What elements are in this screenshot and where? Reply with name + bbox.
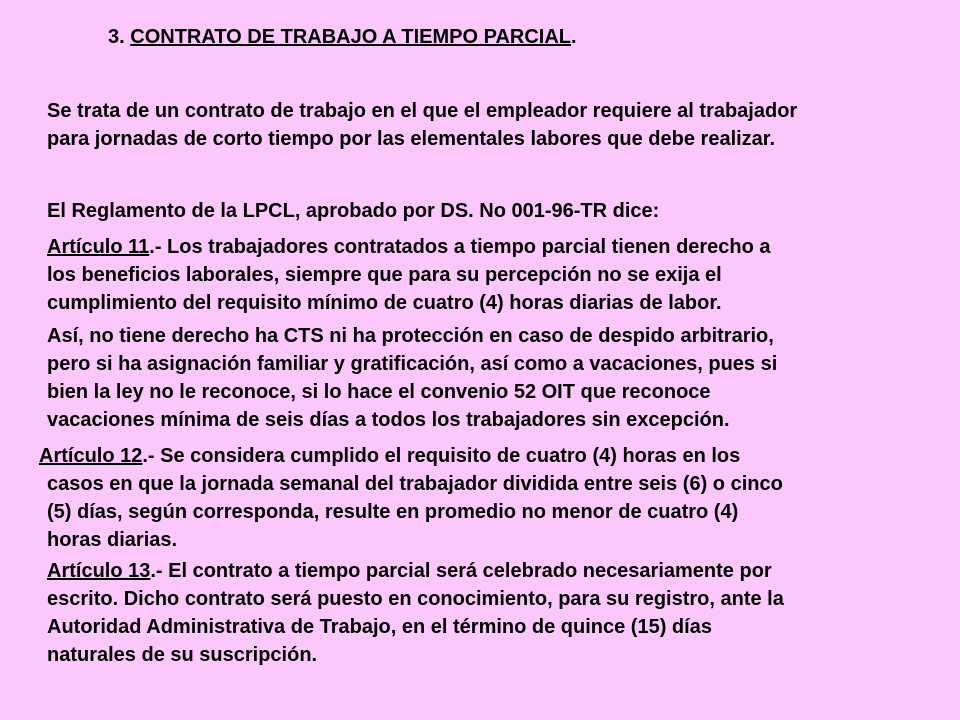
section-title-suffix: . [571,26,577,48]
article-12-first-line: .- Se considera cumplido el requisito de cuatro (4) horas en los [142,445,741,467]
section-title-text: CONTRATO DE TRABAJO A TIEMPO PARCIAL [130,26,571,48]
text-line [39,442,952,470]
text-line: Se trata de un contrato de trabajo en el que el empleador requiere al trabajador [47,100,798,122]
text-line: Así, no tiene derecho ha CTS ni ha protección en caso de despido arbitrario, [47,325,774,347]
text-line: escrito. Dicho contrato será puesto en conocimiento, para su registro, ante la [47,588,784,610]
text-line: vacaciones mínima de seis días a todos los trabajadores sin excepción. [47,409,730,431]
article-13-label: Artículo 13 [47,560,151,582]
text-line: los beneficios laborales, siempre que para su percepción no se exija el [47,264,722,286]
article-11-first-line: .- Los trabajadores contratados a tiempo parcial tienen derecho a [149,236,771,258]
regulation-intro-paragraph [47,197,952,225]
text-line [47,233,952,261]
text-line [47,557,952,585]
text-line: naturales de su suscripción. [47,644,318,666]
text-line: para jornadas de corto tiempo por las elementales labores que debe realizar. [47,128,776,150]
text-line: pero si ha asignación familiar y gratificación, así como a vacaciones, pues si [47,353,778,375]
text-line: bien la ley no le reconoce, si lo hace el convenio 52 OIT que reconoce [47,381,711,403]
text-line: horas diarias. [47,529,178,551]
section-number: 3. [108,26,131,48]
article-11-paragraph [47,233,952,317]
article-13-paragraph [47,557,952,669]
text-line: cumplimiento del requisito mínimo de cuatro (4) horas diarias de labor. [47,292,722,314]
section-title [108,24,577,50]
article-11-label: Artículo 11 [47,236,150,258]
article-13-first-line: .- El contrato a tiempo parcial será celebrado necesariamente por [150,560,772,582]
intro-paragraph [47,97,952,153]
text-line: (5) días, según corresponda, resulte en promedio no menor de cuatro (4) [47,501,739,523]
text-line: Autoridad Administrativa de Trabajo, en el término de quince (15) días [47,616,712,638]
text-line: casos en que la jornada semanal del trabajador dividida entre seis (6) o cinco [47,473,783,495]
article-12-paragraph [39,442,952,554]
explanation-paragraph [47,322,952,434]
article-12-label: Artículo 12 [39,445,143,467]
text-line: El Reglamento de la LPCL, aprobado por DS. No 001-96-TR dice: [47,200,660,222]
